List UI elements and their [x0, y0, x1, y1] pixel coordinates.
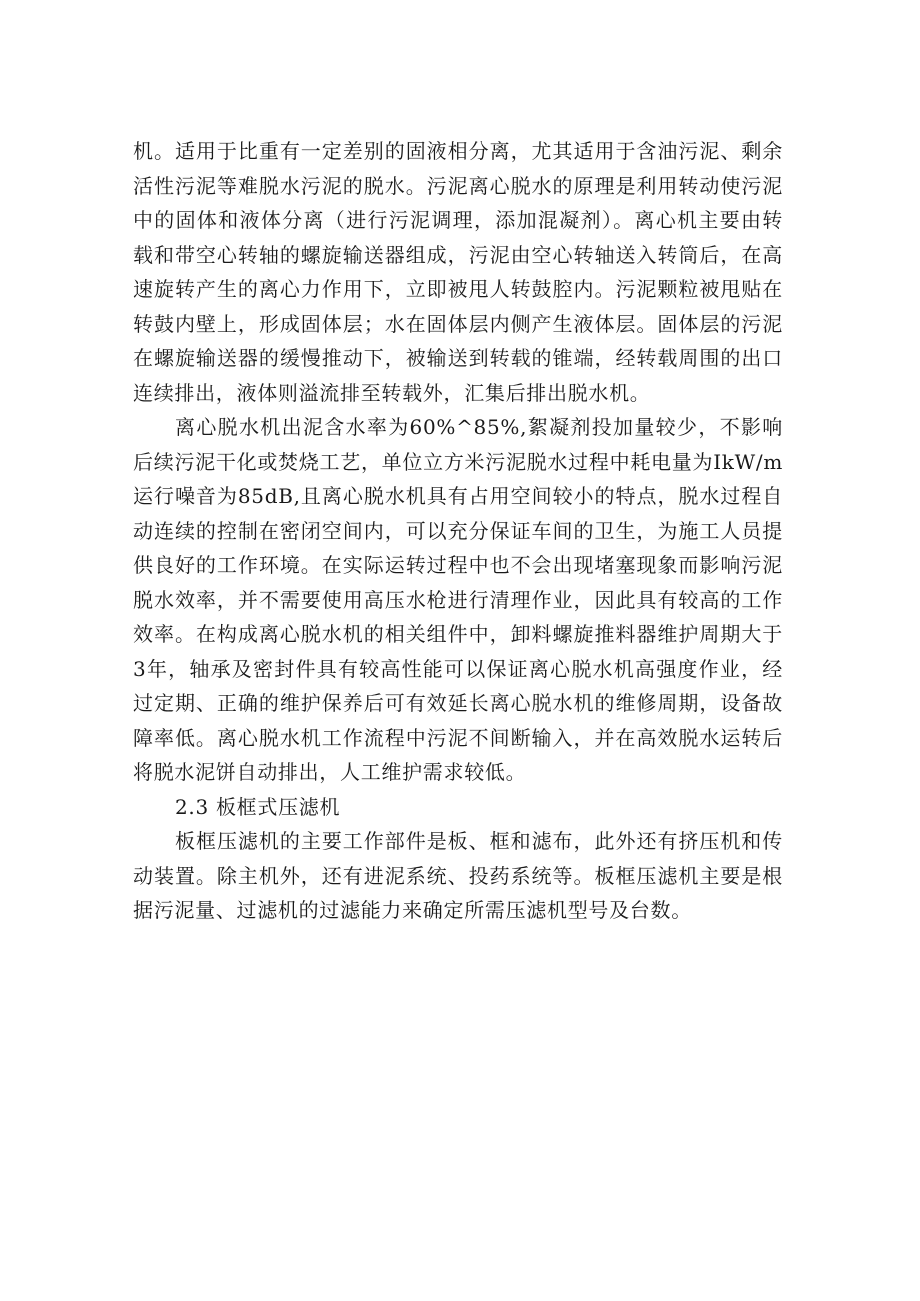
document-page [133, 134, 783, 928]
paragraph-centrifuge-performance: 离心脱水机出泥含水率为60%^85%,絮凝剂投加量较少，不影响后续污泥干化或焚烧工艺，单位立方米污泥脱水过程中耗电量为IkW/m运行噪音为85dB,且离心脱水机具有占用空间较小的特点，脱水过程自动连续的控制在密闭空间内，可以充分保证车间的卫生，为施工人员提供良好的工作环境。在实际运转过程中也不会出现堵塞现象而影响污泥脱水效率，并不需要使用高压水枪进行清理作业，因此具有较高的工作效率。在构成离心脱水机的相关组件中，卸料螺旋推料器维护周期大于3年，轴承及密封件具有较高性能可以保证离心脱水机高强度作业，经过定期、正确的维护保养后可有效延长离心脱水机的维修周期，设备故障率低。离心脱水机工作流程中污泥不间断输入，并在高效脱水运转后将脱水泥饼自动排出，人工维护需求较低。 [133, 415, 783, 784]
paragraph-plate-frame-filter-press: 板框压滤机的主要工作部件是板、框和滤布，此外还有挤压机和传动装置。除主机外，还有进泥系统、投药系统等。板框压滤机主要是根据污泥量、过滤机的过滤能力来确定所需压滤机型号及台数。 [133, 829, 783, 922]
paragraph-centrifuge-principle: 机。适用于比重有一定差别的固液相分离，尤其适用于含油污泥、剩余活性污泥等难脱水污泥的脱水。污泥离心脱水的原理是利用转动使污泥中的固体和液体分离（进行污泥调理，添加混凝剂）。离心机主要由转载和带空心转轴的螺旋输送器组成，污泥由空心转轴送入转筒后，在高速旋转产生的离心力作用下，立即被甩人转鼓腔内。污泥颗粒被甩贴在转鼓内壁上，形成固体层；水在固体层内侧产生液体层。固体层的污泥在螺旋输送器的缓慢推动下，被输送到转载的锥端，经转载周围的出口连续排出，液体则溢流排至转载外，汇集后排出脱水机。 [133, 139, 783, 405]
section-heading-plate-frame-filter-press: 2.3 板框式压滤机 [175, 794, 341, 819]
